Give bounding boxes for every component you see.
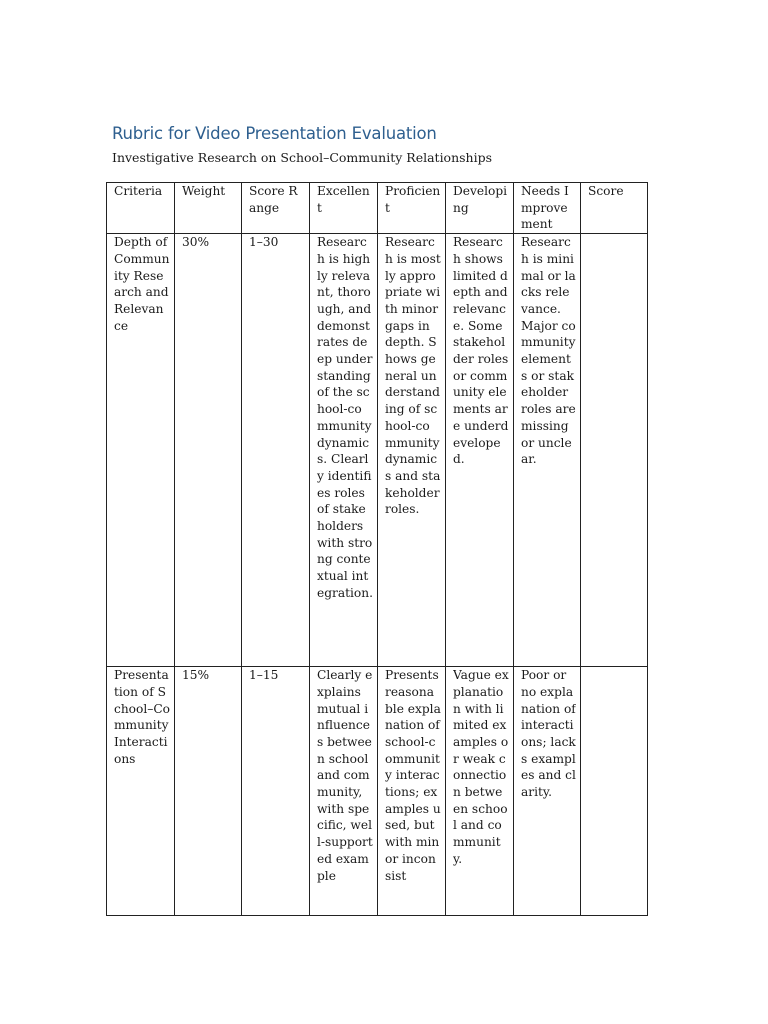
header-score-range: Score Range <box>242 183 310 234</box>
table-header-row <box>107 183 648 234</box>
cell-proficient <box>378 667 446 916</box>
cell-proficient: Research is mostly appropriate with minor gaps in depth. Shows general understanding of school-community dynamics and stakeholder roles. <box>378 234 446 667</box>
page-subtitle: Investigative Research on School–Community Relationships <box>112 150 493 165</box>
cell-excellent <box>310 667 378 916</box>
cell-score <box>581 234 648 667</box>
rubric-table <box>106 182 648 916</box>
cell-needs-improvement: Research is minimal or lacks relevance. Major community elements or stakeholder roles are missing or unclear. <box>514 234 581 667</box>
cell-developing: Research shows limited depth and relevance. Some stakeholder roles or community elements are underdeveloped. <box>446 234 514 667</box>
cell-criteria: Depth of Community Research and Relevance <box>107 234 175 667</box>
header-score: Score <box>581 183 648 234</box>
cell-text: Vague explanation with limited examples or weak connection between school and community. <box>453 668 509 866</box>
cell-text: Presentation of School–Community Interactions <box>114 668 170 766</box>
cell-score <box>581 667 648 916</box>
cell-text <box>588 667 643 915</box>
cell-text: Poor or no explanation of interactions; lacks examples and clarity. <box>521 668 576 800</box>
cell-text: 1–15 <box>249 668 279 683</box>
cell-criteria <box>107 667 175 916</box>
header-weight: Weight <box>175 183 242 234</box>
header-criteria: Criteria <box>107 183 175 234</box>
header-excellent: Excellent <box>310 183 378 234</box>
table-row <box>107 667 648 916</box>
header-needs-improvement: Needs Improvement <box>514 183 581 234</box>
header-proficient: Proficient <box>378 183 446 234</box>
cell-score-range <box>242 667 310 916</box>
table-row <box>107 234 648 667</box>
cell-text: Presents reasonable explanation of school-community interactions; examples used, but with minor inconsist <box>385 668 441 883</box>
header-developing: Developing <box>446 183 514 234</box>
cell-text: 15% <box>182 668 210 683</box>
cell-needs-improvement <box>514 667 581 916</box>
cell-text: Clearly explains mutual influences between school and community, with specific, well-supported example <box>317 668 373 883</box>
cell-excellent: Research is highly relevant, thorough, and demonstrates deep understanding of the school-community dynamics. Clearly identifies roles of stakeholders with strong contextual integration. <box>310 234 378 667</box>
cell-developing <box>446 667 514 916</box>
page-title: Rubric for Video Presentation Evaluation <box>112 124 437 143</box>
cell-score-range: 1–30 <box>242 234 310 667</box>
cell-weight: 30% <box>175 234 242 667</box>
cell-weight <box>175 667 242 916</box>
